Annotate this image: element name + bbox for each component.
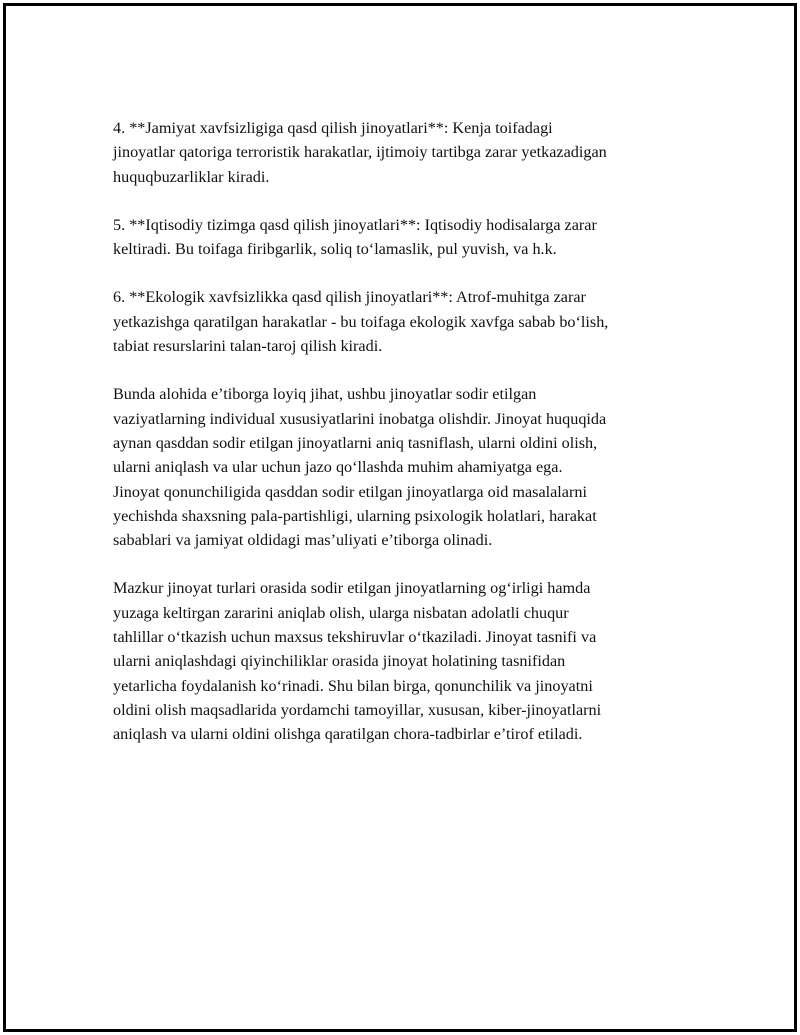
paragraph-individual-circumstances: Bunda alohida e’tiborga loyiq jihat, ushbu jinoyatlar sodir etilgan vaziyatlarning individual xususiyatlarini inobatga olishdir. Jinoyat huquqida aynan qasddan sodir etilgan jinoyatlarni aniq tasniflash, ularni oldini olish, ularni aniqlash va ular uchun jazo qo‘llashda muhim ahamiyatga ega. Jinoyat qonunchiligida qasddan sodir etilgan jinoyatlarga oid masalalarni yechishda shaxsning pala-partishligi, ularning psixologik holatlari, harakat sabablari va jamiyat oldidagi mas’uliyati e’tiborga olinadi. bbox=[113, 385, 607, 550]
document-body bbox=[113, 116, 693, 771]
paragraph-public-security-crimes: 4. **Jamiyat xavfsizligiga qasd qilish jinoyatlari**: Kenja toifadagi jinoyatlar qatoriga terroristik harakatlar, ijtimoiy tartibga zarar yetkazadigan huquqbuzarliklar kiradi. bbox=[113, 119, 607, 186]
paragraph-economic-crimes: 5. **Iqtisodiy tizimga qasd qilish jinoyatlari**: Iqtisodiy hodisalarga zarar keltiradi. Bu toifaga firibgarlik, soliq to‘lamaslik, pul yuvish, va h.k. bbox=[113, 215, 597, 259]
paragraph-ecological-crimes: 6. **Ekologik xavfsizlikka qasd qilish jinoyatlari**: Atrof-muhitga zarar yetkazishga qaratilgan harakatlar - bu toifaga ekologik xavfga sabab bo‘lish, tabiat resurslarini talan-taroj qilish kiradi. bbox=[113, 288, 609, 356]
paragraph-crime-analysis: Mazkur jinoyat turlari orasida sodir etilgan jinoyatlarning og‘irligi hamda yuzaga keltirgan zararini aniqlab olish, ularga nisbatan adolatli chuqur tahlillar o‘tkazish uchun maxsus tekshiruvlar o‘tkaziladi. Jinoyat tasnifi va ularni aniqlashdagi qiyinchiliklar orasida jinoyat holatining tasnifidan yetarlicha foydalanish ko‘rinadi. Shu bilan birga, qonunchilik va jinoyatni oldini olish maqsadlarida yordamchi tamoyillar, xususan, kiber-jinoyatlarni aniqlash va ularni oldini olishga qaratilgan chora-tadbirlar e’tirof etiladi. bbox=[113, 579, 602, 744]
